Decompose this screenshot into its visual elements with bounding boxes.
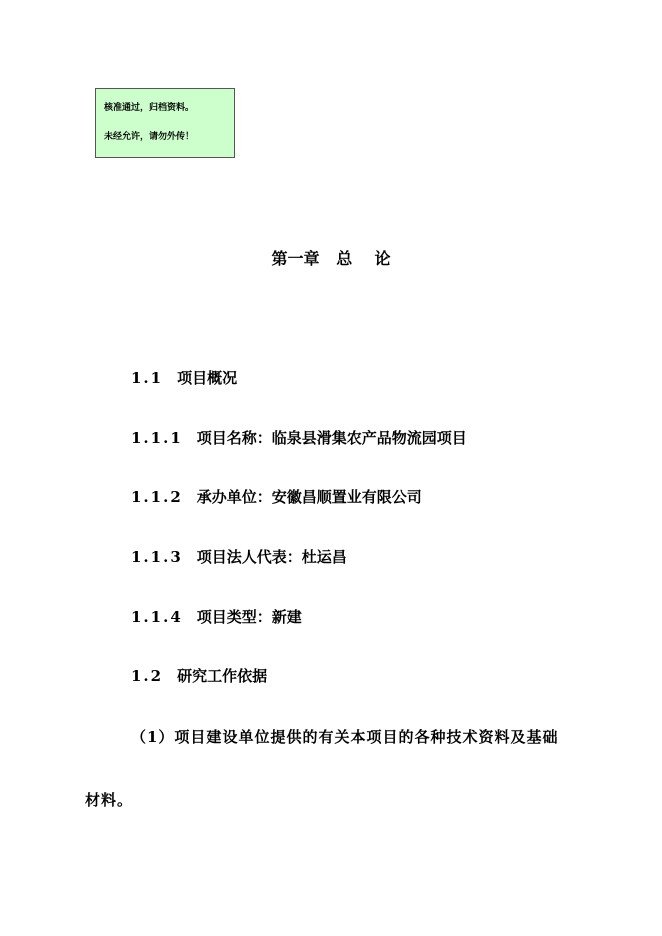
- section-text: 项目名称：临泉县滑集农产品物流园项目: [196, 429, 467, 447]
- body-paragraph-line-1: （1）项目建设单位提供的有关本项目的各种技术资料及基础: [131, 728, 559, 746]
- section-heading-1-2: [131, 665, 267, 687]
- section-text: 项目类型：新建: [196, 608, 302, 626]
- section-number: 1.1.4: [131, 608, 183, 626]
- section-number: 1.1.2: [131, 488, 183, 506]
- chapter-title: 第一章 总 论: [271, 249, 391, 268]
- section-heading-1-1-1: [131, 427, 467, 449]
- section-heading-1-1-4: [131, 606, 302, 628]
- section-text: 项目概况: [177, 369, 238, 387]
- section-text: 项目法人代表：杜运昌: [196, 548, 347, 566]
- stamp-approved-text: 核准通过，归档资料。: [104, 103, 195, 113]
- section-heading-1-1: [131, 367, 237, 389]
- section-number: 1.2: [131, 667, 164, 685]
- body-paragraph-line-2: 材料。: [85, 791, 134, 809]
- section-heading-1-1-3: [131, 546, 347, 568]
- section-number: 1.1: [131, 369, 164, 387]
- section-number: 1.1.3: [131, 548, 183, 566]
- section-number: 1.1.1: [131, 429, 183, 447]
- section-text: 研究工作依据: [177, 667, 268, 685]
- approval-stamp: [95, 88, 235, 158]
- section-text: 承办单位：安徽昌顺置业有限公司: [196, 488, 422, 506]
- section-heading-1-1-2: [131, 486, 422, 508]
- stamp-confidential-text: 未经允许，请勿外传！: [104, 132, 195, 142]
